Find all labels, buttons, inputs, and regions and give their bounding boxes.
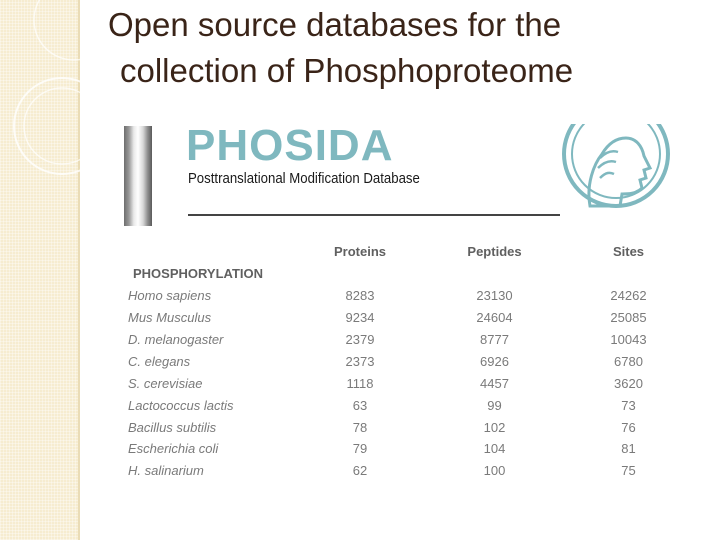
sites-value: 81 bbox=[621, 441, 636, 457]
decorative-circles bbox=[0, 0, 110, 200]
organism-name: C. elegans bbox=[128, 353, 191, 369]
table-row bbox=[128, 350, 690, 372]
organism-name: Homo sapiens bbox=[128, 288, 212, 304]
proteins-value: 9234 bbox=[345, 310, 375, 326]
logo-subtitle: Posttranslational Modification Database bbox=[188, 170, 420, 187]
organism-name: Lactococcus lactis bbox=[128, 397, 234, 413]
organism-name: Escherichia coli bbox=[128, 441, 219, 457]
col-header-peptides: Peptides bbox=[467, 244, 522, 260]
category-label: PHOSPHORYLATION bbox=[133, 266, 264, 282]
organism-name: H. salinarium bbox=[128, 463, 204, 479]
phosphorylation-table bbox=[128, 241, 690, 482]
sites-value: 6780 bbox=[614, 353, 643, 369]
max-planck-seal-icon bbox=[560, 124, 672, 220]
table-row bbox=[128, 307, 690, 329]
proteins-value: 1118 bbox=[346, 375, 374, 391]
category-row bbox=[128, 263, 690, 285]
table-row bbox=[128, 416, 690, 438]
sites-value: 75 bbox=[621, 463, 636, 479]
organism-name: D. melanogaster bbox=[128, 332, 224, 347]
peptides-value: 24604 bbox=[476, 310, 513, 326]
sites-value: 3620 bbox=[614, 375, 643, 391]
sites-value: 24262 bbox=[610, 288, 647, 304]
proteins-value: 8283 bbox=[345, 288, 375, 304]
organism-name: Bacillus subtilis bbox=[128, 419, 217, 435]
slide-title bbox=[108, 2, 708, 94]
table-header-row bbox=[128, 241, 690, 263]
sites-value: 25085 bbox=[610, 310, 647, 326]
proteins-value: 2373 bbox=[345, 353, 375, 369]
slide-title-line-2: collection of Phosphoproteome bbox=[120, 52, 574, 89]
peptides-value: 8777 bbox=[480, 332, 509, 347]
sites-value: 73 bbox=[621, 397, 636, 413]
peptides-value: 104 bbox=[483, 441, 506, 457]
peptides-value: 102 bbox=[483, 419, 506, 435]
proteins-value: 78 bbox=[352, 419, 368, 435]
decorative-pillar bbox=[124, 126, 152, 226]
peptides-value: 4457 bbox=[480, 375, 509, 391]
peptides-value: 99 bbox=[487, 397, 502, 413]
proteins-value: 2379 bbox=[345, 332, 375, 347]
col-header-proteins: Proteins bbox=[333, 244, 386, 260]
peptides-value: 100 bbox=[483, 463, 506, 479]
proteins-value: 62 bbox=[352, 463, 368, 479]
logo-underline bbox=[188, 214, 560, 216]
phosida-logo: PHOSIDA bbox=[186, 121, 394, 170]
sites-value: 76 bbox=[621, 419, 636, 435]
table-row bbox=[128, 329, 690, 351]
col-header-sites: Sites bbox=[612, 244, 645, 260]
table-row bbox=[128, 438, 690, 460]
table-row bbox=[128, 394, 690, 416]
proteins-value: 63 bbox=[352, 397, 368, 413]
sites-value: 10043 bbox=[610, 332, 647, 347]
peptides-value: 6926 bbox=[480, 353, 509, 369]
table-row bbox=[128, 372, 690, 394]
organism-name: S. cerevisiae bbox=[128, 375, 203, 391]
table-row bbox=[128, 460, 690, 482]
slide-title-line-1: Open source databases for the bbox=[108, 6, 562, 43]
proteins-value: 79 bbox=[352, 441, 368, 457]
peptides-value: 23130 bbox=[476, 288, 513, 304]
organism-name: Mus Musculus bbox=[128, 310, 212, 326]
table-row bbox=[128, 285, 690, 307]
